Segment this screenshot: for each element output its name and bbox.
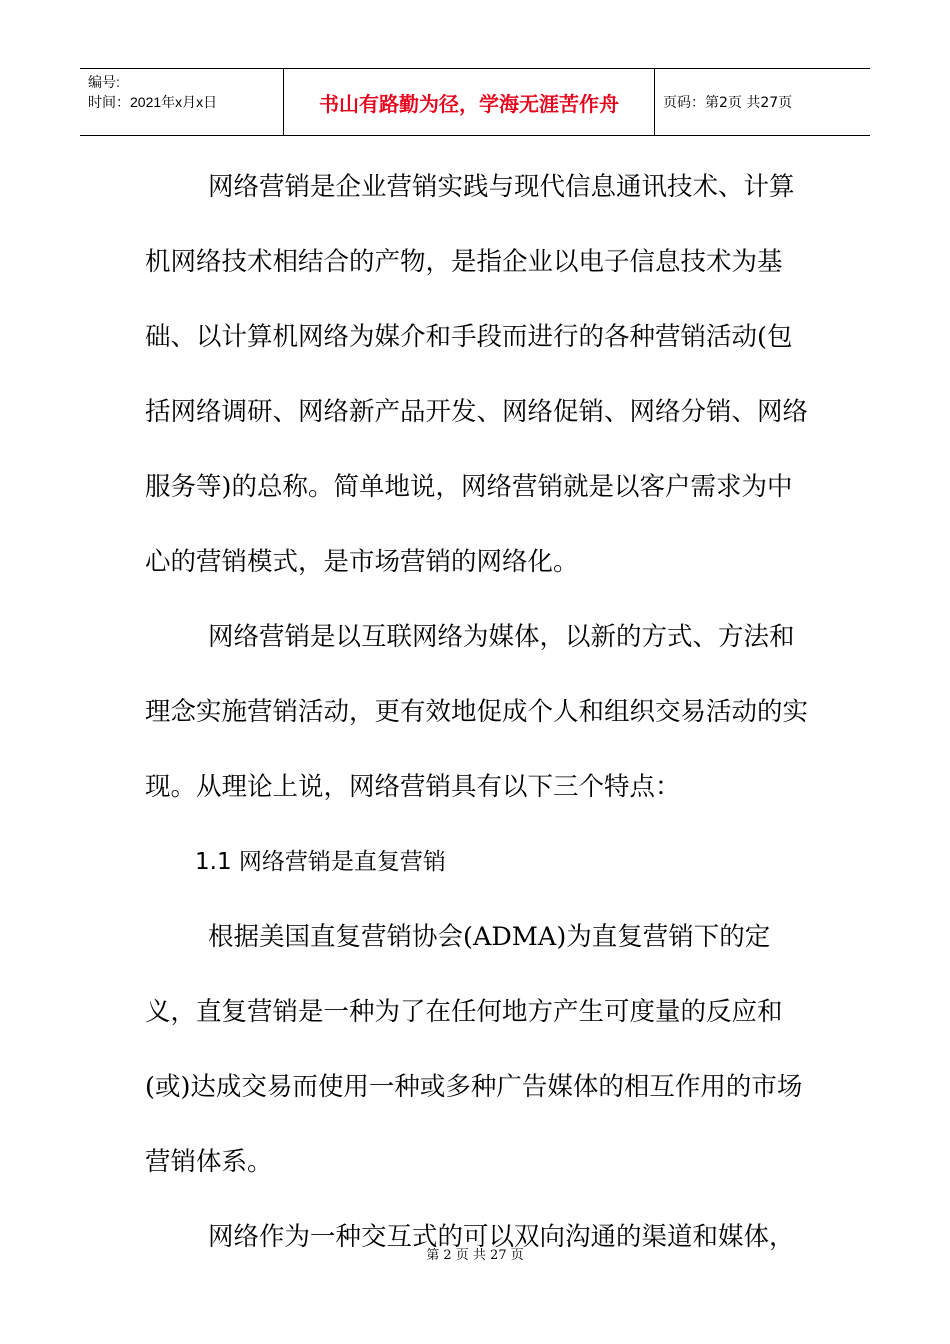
paragraph-1: 网络营销是企业营销实践与现代信息通讯技术、计算机网络技术相结合的产物，是指企业以电子信息技术为基础、以计算机网络为媒介和手段而进行的各种营销活动(包括网络调研、网络新产品开发、网络促销、网络分销、网络服务等)的总称。简单地说，网络营销就是以客户需求为中心的营销模式，是市场营销的网络化。 <box>145 172 809 577</box>
header-meta <box>80 69 283 135</box>
header-motto: 书山有路勤为径，学海无涯苦作舟 <box>283 69 655 135</box>
header-page-info: 页码：第2页 共27页 <box>663 95 793 111</box>
number-label: 编号: <box>88 74 120 90</box>
section-heading: 1.1 网络营销是直复营销 <box>195 849 446 875</box>
paragraph-2: 网络营销是以互联网络为媒体，以新的方式、方法和理念实施营销活动，更有效地促成个人和组织交易活动的实现。从理论上说，网络营销具有以下三个特点： <box>145 622 809 802</box>
paragraph-4: 网络作为一种交互式的可以双向沟通的渠道和媒体， <box>208 1222 795 1252</box>
page-header <box>80 68 870 136</box>
document-body <box>145 150 810 1275</box>
time-label: 时间：2021年x月x日 <box>88 94 218 110</box>
page-footer: 第 2 页 共 27 页 <box>426 1248 524 1263</box>
paragraph-3: 根据美国直复营销协会(ADMA)为直复营销下的定义，直复营销是一种为了在任何地方产生可度量的反应和(或)达成交易而使用一种或多种广告媒体的相互作用的市场营销体系。 <box>145 922 803 1177</box>
